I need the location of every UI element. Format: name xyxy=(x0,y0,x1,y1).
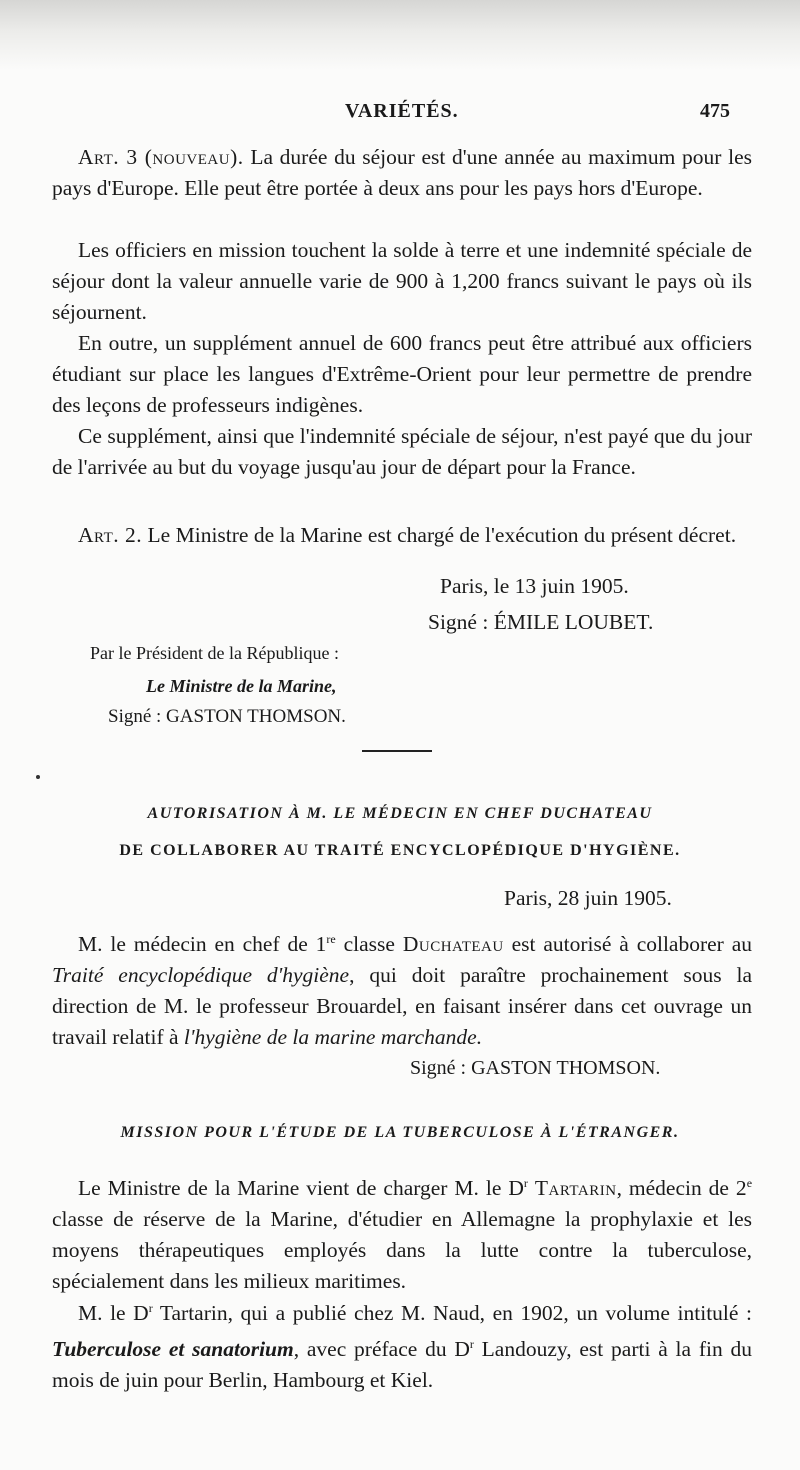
minister-signed-thomson: Signé : GASTON THOMSON. xyxy=(108,706,346,727)
superscript-e: e xyxy=(746,1176,753,1190)
article-3-text: La durée du séjour est d'une année au maximum pour les pays d'Europe. Elle peut être portée à deux ans pour les pays hors d'Europe. xyxy=(52,145,752,200)
book-title-tuberculose: Tuberculose et sanatorium xyxy=(52,1337,294,1362)
by-president-line: Par le Président de la République : xyxy=(90,643,339,663)
section2-body-rest: , qui doit paraître prochainement sous la direction de M. le professeur Brouardel, en faisant insérer dans cet ouvrage un travail relatif à xyxy=(52,963,752,1050)
art3-paragraph-1 xyxy=(52,142,752,204)
section3-p1-rest: classe de réserve de la Marine, d'étudier en Allemagne la prophylaxie et les moyens thérapeutiques employés dans la lutte contre la tuberculose, spécialement dans les milieux maritimes. xyxy=(52,1207,752,1294)
article-2-lead: Art. 2. xyxy=(78,523,143,547)
decree-signed-loubet: Signé : ÉMILE LOUBET. xyxy=(428,610,654,634)
section2-date: Paris, 28 juin 1905. xyxy=(504,886,672,910)
decree-date: Paris, le 13 juin 1905. xyxy=(440,574,629,598)
section2-body-start: M. le médecin en chef de 1 xyxy=(78,932,327,957)
article-2-text: Le Ministre de la Marine est chargé de l'exécution du présent décret. xyxy=(147,523,737,547)
section-divider xyxy=(362,750,432,752)
section3-heading: MISSION POUR L'ÉTUDE DE LA TUBERCULOSE À L'ÉTRANGER. xyxy=(120,1124,680,1141)
art3-paragraph-4: Ce supplément, ainsi que l'indemnité spéciale de séjour, n'est payé que du jour de l'arrivée au but du voyage jusqu'au jour de départ pour la France. xyxy=(52,424,752,479)
section2-heading-line2: DE COLLABORER AU TRAITÉ ENCYCLOPÉDIQUE D'HYGIÈNE. xyxy=(119,842,681,859)
name-duchateau: Duchateau xyxy=(402,932,504,957)
section2-signed-thomson: Signé : GASTON THOMSON. xyxy=(410,1057,661,1079)
section3-paragraph-2 xyxy=(52,1293,752,1396)
section3-p2-start: M. le D xyxy=(78,1301,149,1326)
art3-paragraph-2: Les officiers en mission touchent la solde à terre et une indemnité spéciale de séjour dont la valeur annuelle varie de 900 à 1,200 francs suivant le pays où ils séjournent. xyxy=(52,238,752,324)
section2-body xyxy=(52,924,752,1053)
superscript-r-2: r xyxy=(148,1301,153,1315)
article-3-lead: Art. 3 (nouveau). xyxy=(78,145,244,169)
work-title-traite: Traité encyclopédique d'hygiène xyxy=(52,963,350,988)
art3-paragraph-3: En outre, un supplément annuel de 600 francs peut être attribué aux officiers étudiant sur place les langues d'Extrême-Orient pour leur permettre de prendre des leçons de professeurs indigènes. xyxy=(52,331,752,417)
minister-title: Le Ministre de la Marine, xyxy=(146,676,337,696)
margin-speck xyxy=(36,775,40,779)
section3-p1-mid: , médecin de 2 xyxy=(616,1176,747,1201)
running-head xyxy=(0,100,800,130)
topic-hygiene-marine: l'hygiène de la marine marchande. xyxy=(183,1025,483,1050)
section2-body-classe: classe xyxy=(335,932,403,957)
section3-p2-mid: Tartarin, qui a publié chez M. Naud, en 1902, un volume intitulé : xyxy=(152,1301,752,1326)
superscript-r-3: r xyxy=(469,1337,474,1352)
section2-heading-line1: AUTORISATION À M. LE MÉDECIN EN CHEF DUCHATEAU xyxy=(147,805,653,822)
art2-paragraph xyxy=(52,520,752,551)
name-tartarin: Tartarin xyxy=(534,1176,617,1201)
page-number: 475 xyxy=(700,100,730,122)
section3-p1-start: Le Ministre de la Marine vient de charger M. le D xyxy=(78,1176,524,1201)
superscript-re: re xyxy=(326,932,336,946)
section3-paragraph-1 xyxy=(52,1168,752,1297)
superscript-r-1: r xyxy=(523,1176,528,1190)
running-head-title: VARIÉTÉS. xyxy=(345,100,459,122)
section3-p2-mid2: , avec préface du D xyxy=(293,1337,470,1362)
section2-body-mid: est autorisé à collaborer au xyxy=(503,932,752,957)
section3-p2-end: Landouzy, est parti à la fin du mois de juin pour Berlin, Hambourg et Kiel. xyxy=(52,1337,752,1393)
